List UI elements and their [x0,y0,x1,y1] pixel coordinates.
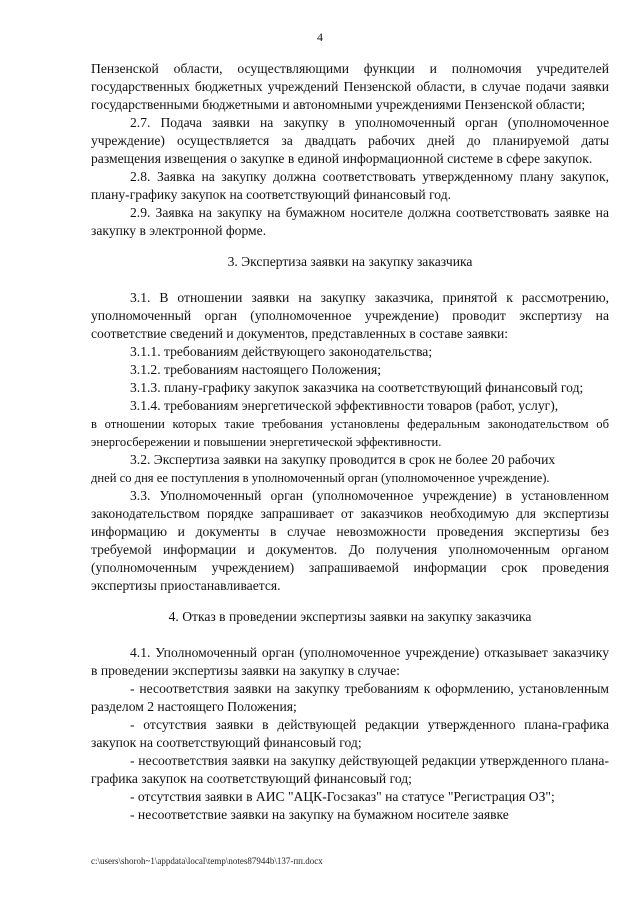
paragraph: - несоответствия заявки на закупку требованиям к оформлению, установленным разделом 2 настоящего Положения; [91,681,609,714]
paragraph: 3.2. Экспертиза заявки на закупку проводится в срок не более 20 рабочих [130,452,556,467]
paragraph: 3.1.2. требованиям настоящего Положения; [130,362,382,377]
paragraph: 2.7. Подача заявки на закупку в уполномоченный орган (уполномоченное учреждение) осуществляется за двадцать рабочих дней до планируемой даты размещения извещения о закупке в единой информационной системе в сфере закупок. [91,115,609,166]
paragraph: 2.9. Заявка на закупку на бумажном носителе должна соответствовать заявке на закупку в электронной форме. [91,205,609,238]
paragraph: 3.3. Уполномоченный орган (уполномоченное учреждение) в установленном законодательством порядке запрашивает от заказчиков необходимую для экспертизы информацию и документы в случае невозможности проведения экспертизы без требуемой информации и документов. До получения уполномоченным органом (уполномоченным учреждением) запрашиваемой информации срок проведения экспертизы приостанавливается. [91,488,609,593]
paragraph-continuation: Пензенской области, осуществляющими функции и полномочия учредителей государственных бюджетных учреждений Пензенской области, в случае подачи заявки государственными бюджетными и автономными учреждениями Пензенской области; [91,61,609,112]
paragraph: 3.1.1. требованиям действующего законодательства; [130,344,433,359]
paragraph-continuation: дней со дня ее поступления в уполномоченный орган (уполномоченное учреждение). [91,471,550,485]
paragraph: - несоответствие заявки на закупку на бумажном носителе заявке [130,807,509,822]
paragraph: 2.8. Заявка на закупку должна соответствовать утвержденному плану закупок, плану-графику закупок на соответствующий финансовый год. [91,169,609,202]
paragraph: 3.1. В отношении заявки на закупку заказчика, принятой к рассмотрению, уполномоченный орган (уполномоченное учреждение) проводит экспертизу на соответствие сведений и документов, представленных в составе заявки: [91,290,609,341]
file-path-footer: c:\users\shoroh~1\appdata\local\temp\notes87944b\137-пп.docx [91,856,323,866]
paragraph: - отсутствия заявки в АИС "АЦК-Госзаказ" на статусе "Регистрация ОЗ"; [130,789,555,804]
paragraph-continuation: в отношении которых такие требования установлены федеральным законодательством об энергосбережении и повышении энергетической эффективности. [91,417,609,449]
paragraph: 4.1. Уполномоченный орган (уполномоченное учреждение) отказывает заказчику в проведении экспертизы заявки на закупку в случае: [91,645,609,678]
paragraph: 3.1.4. требованиям энергетической эффективности товаров (работ, услуг), [130,398,559,413]
section-heading: 4. Отказ в проведении экспертизы заявки на закупку заказчика [168,609,532,624]
paragraph: - несоответствия заявки на закупку действующей редакции утвержденного плана-графика закупок на соответствующий финансовый год; [91,753,609,786]
paragraph: 3.1.3. плану-графику закупок заказчика на соответствующий финансовый год; [130,380,584,395]
document-body [91,60,609,824]
paragraph: - отсутствия заявки в действующей редакции утвержденного плана-графика закупок на соответствующий финансовый год; [91,717,609,750]
page-number: 4 [317,30,323,44]
section-heading: 3. Экспертиза заявки на закупку заказчика [227,254,473,269]
